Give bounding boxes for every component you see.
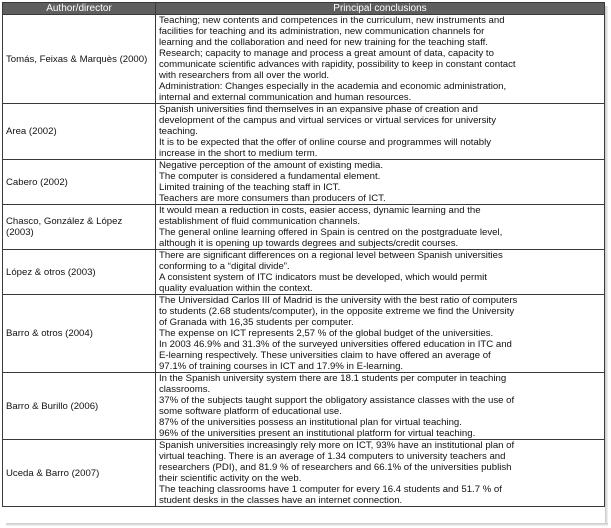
table-row <box>3 250 605 295</box>
author-cell: Tomás, Feixas & Marquès (2000) <box>3 15 156 104</box>
conclusions-cell <box>156 440 605 507</box>
conclusion-line: development of the campus and virtual services or virtual services for university <box>159 115 496 126</box>
conclusion-line: learning and the collaboration and need for new training for the teaching staff. <box>159 37 488 48</box>
conclusion-line: 37% of the subjects taught support the obligatory assistance classes with the use of <box>159 395 515 406</box>
conclusion-line: student desks in the classes have an internet connection. <box>159 495 403 506</box>
conclusion-line: Negative perception of the amount of existing media. <box>159 160 383 171</box>
conclusion-line: Teachers are more consumers than producers of ICT. <box>159 193 386 204</box>
table-row <box>3 295 605 373</box>
conclusion-line: 97.1% of training courses in ICT and 17.9% in E-learning. <box>159 361 404 372</box>
conclusion-line: In the Spanish university system there are 18.1 students per computer in teaching <box>159 373 507 384</box>
conclusion-line: The teaching classrooms have 1 computer for every 16.4 students and 51.7 % of <box>159 484 502 495</box>
conclusion-line: Limited training of the teaching staff in ICT. <box>159 182 341 193</box>
page-shadow-bottom <box>6 523 608 526</box>
table-body <box>3 15 605 507</box>
conclusion-line: establishment of fluid communication channels. <box>159 216 361 227</box>
author-cell: Cabero (2002) <box>3 160 156 205</box>
conclusion-line: The general online learning offered in Spain is centred on the postgraduate level, <box>159 227 503 238</box>
conclusion-line: to students (2.68 students/computer), in the opposite extreme we find the University <box>159 306 515 317</box>
conclusions-table <box>2 2 605 507</box>
conclusion-line: Research; capacity to manage and process a great amount of data, capacity to <box>159 48 494 59</box>
conclusions-cell <box>156 15 605 104</box>
conclusions-cell <box>156 160 605 205</box>
author-cell: Barro & Burillo (2006) <box>3 373 156 440</box>
conclusion-line: facilities for teaching and its administration, new communication channels for <box>159 26 485 37</box>
conclusion-line: It is to be expected that the offer of online course and programmes will notably <box>159 137 492 148</box>
page-shadow-right <box>605 6 608 524</box>
conclusion-line: A consistent system of ITC indicators must be developed, which would permit <box>159 272 487 283</box>
table-row <box>3 15 605 104</box>
conclusion-line: internal and external communication and human resources. <box>159 92 412 103</box>
conclusion-line: virtual teaching. There is an average of 1.34 computers to university teachers and <box>159 451 506 462</box>
conclusion-line: The expense on ICT represents 2,57 % of the global budget of the universities. <box>159 328 494 339</box>
conclusion-line: 87% of the universities possess an institutional plan for virtual teaching. <box>159 417 462 428</box>
conclusion-line: The Universidad Carlos III of Madrid is the university with the best ratio of computers <box>159 295 518 306</box>
table-header-row <box>3 3 605 15</box>
conclusion-line: 96% of the universities present an institutional platform for virtual teaching. <box>159 428 476 439</box>
conclusion-line: increase in the short to medium term. <box>159 148 318 159</box>
conclusion-line: some software platform of educational use. <box>159 406 342 417</box>
conclusion-line: of Granada with 16,35 students per computer. <box>159 317 354 328</box>
header-author-director: Author/director <box>3 3 156 15</box>
author-cell: Uceda & Barro (2007) <box>3 440 156 507</box>
conclusions-cell <box>156 373 605 440</box>
conclusion-line: conforming to a “digital divide”. <box>159 261 290 272</box>
conclusion-line: although it is opening up towards degrees and subjects/credit courses. <box>159 238 459 249</box>
conclusions-cell <box>156 250 605 295</box>
conclusion-line: classrooms. <box>159 384 211 395</box>
table-row <box>3 205 605 250</box>
conclusion-line: with researchers from all over the world. <box>159 70 330 81</box>
conclusion-line: communicate scientific advances with rapidity, possibility to keep in constant contact <box>159 59 516 70</box>
conclusion-line: quality evaluation within the context. <box>159 283 313 294</box>
author-cell: López & otros (2003) <box>3 250 156 295</box>
conclusion-line: researchers (PDI), and 81.9 % of researchers and 66.1% of the universities publish <box>159 462 512 473</box>
conclusion-line: E-learning respectively. These universities claim to have offered an average of <box>159 350 491 361</box>
author-cell: Chasco, González & López (2003) <box>3 205 156 250</box>
conclusion-line: Spanish universities increasingly rely more on ICT, 93% have an institutional plan of <box>159 440 515 451</box>
conclusion-line: The computer is considered a fundamental element. <box>159 171 381 182</box>
table-row <box>3 104 605 160</box>
conclusions-cell <box>156 205 605 250</box>
conclusion-line: their scientific activity on the web. <box>159 473 302 484</box>
author-cell: Barro & otros (2004) <box>3 295 156 373</box>
conclusions-cell <box>156 295 605 373</box>
conclusions-cell <box>156 104 605 160</box>
conclusion-line: In 2003 46.9% and 31.3% of the surveyed universities offered education in ITC and <box>159 339 512 350</box>
header-principal-conclusions: Principal conclusions <box>156 3 605 15</box>
conclusion-line: Administration: Changes especially in the academia and economic administration, <box>159 81 507 92</box>
conclusion-line: Teaching; new contents and competences in the curriculum, new instruments and <box>159 15 505 26</box>
author-cell: Area (2002) <box>3 104 156 160</box>
table-row <box>3 373 605 440</box>
table-row <box>3 160 605 205</box>
conclusion-line: teaching. <box>159 126 198 137</box>
table-row <box>3 440 605 507</box>
conclusion-line: Spanish universities find themselves in an expansive phase of creation and <box>159 104 478 115</box>
conclusion-line: There are significant differences on a regional level between Spanish universities <box>159 250 503 261</box>
conclusion-line: It would mean a reduction in costs, easier access, dynamic learning and the <box>159 205 481 216</box>
document-page <box>2 2 605 507</box>
